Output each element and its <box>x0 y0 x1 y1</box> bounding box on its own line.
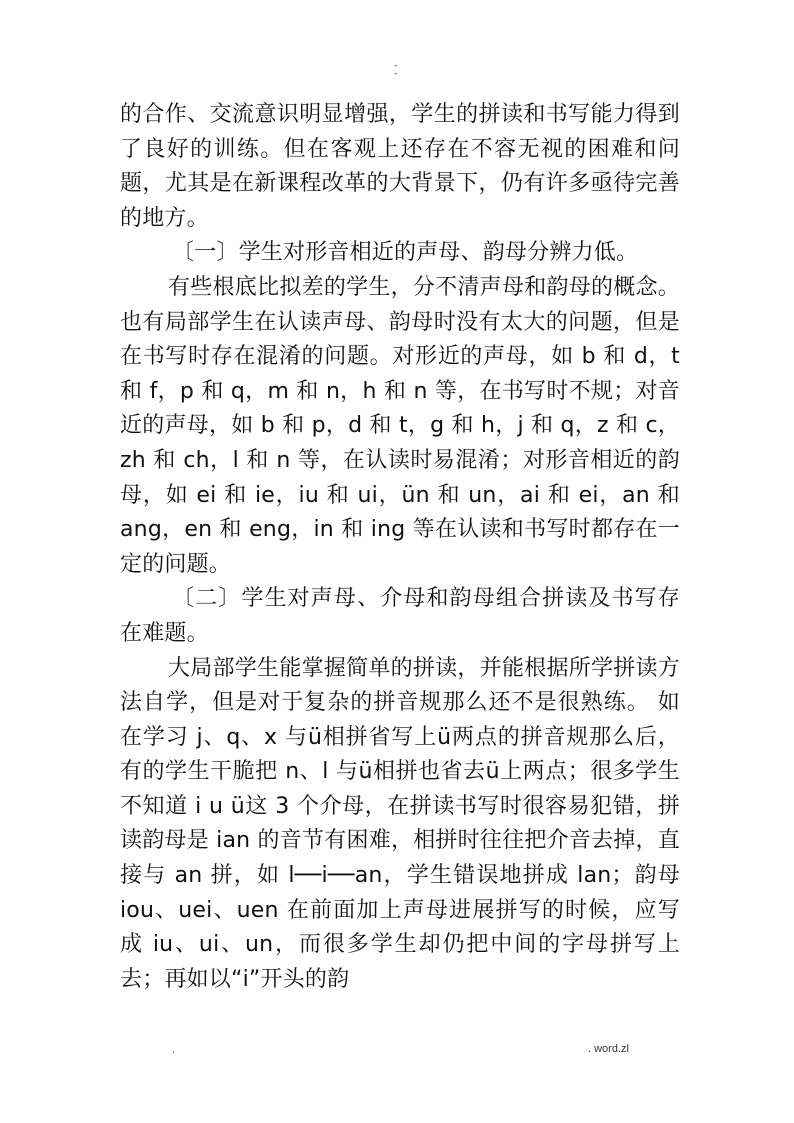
header-mark <box>394 62 397 78</box>
footer-left-mark: . <box>172 1045 176 1056</box>
section-heading-1: 〔一〕学生对形音相近的声母、韵母分辨力低。 <box>172 240 639 266</box>
footer-watermark: . word.zl <box>588 1043 629 1055</box>
paragraph-1: 的合作、交流意识明显增强，学生的拼读和书写能力得到了良好的训练。但在客观上还存在不容无视的困难和问题，尤其是在新课程改革的大背景下，仍有许多亟待完善的地方。 <box>120 102 680 231</box>
header-mark-top: - <box>394 61 398 71</box>
document-body <box>120 98 680 997</box>
paragraph-2: 有些根底比拟差的学生，分不清声母和韵母的概念。也有局部学生在认读声母、韵母时没有太大的问题，但是在书写时存在混淆的问题。对形近的声母，如 b 和 d，t 和 f，p 和 q，m 和 n，h 和 n 等，在书写时不规；对音近的声母，如 b 和 p，d 和 t，g 和 h，j 和 q，z 和 c，zh 和 ch，l 和 n 等，在认读时易混淆；对形音相近的韵母，如 ei 和 ie，iu 和 ui，ün 和 un，ai 和 ei，an 和 ang，en 和 eng，in 和 ing 等在认读和书写时都存在一定的问题。 <box>120 274 680 577</box>
section-heading-2: 〔二〕学生对声母、介母和韵母组合拼读及书写存在难题。 <box>120 586 680 646</box>
header-mark-bottom: - <box>394 69 398 79</box>
paragraph-3: 大局部学生能掌握简单的拼读，并能根据所学拼读方法自学，但是对于复杂的拼音规那么还不是很熟练。 如在学习 j、q、x 与ü相拼省写上ü两点的拼音规那么后，有的学生干脆把 n、l 与ü相拼也省去ü上两点；很多学生不知道 i u ü这 3 个介母，在拼读书写时很容易犯错，拼读韵母是 ian 的音节有困难，相拼时往往把介音去掉，直接与 an 拼，如 l──i──an，学生错误地拼成 lan；韵母 iou、uei、uen 在前面加上声母进展拼写的时候，应写成 iu、ui、un，而很多学生却仍把中间的字母拼写上去；再如以“i”开头的韵 <box>120 655 680 992</box>
